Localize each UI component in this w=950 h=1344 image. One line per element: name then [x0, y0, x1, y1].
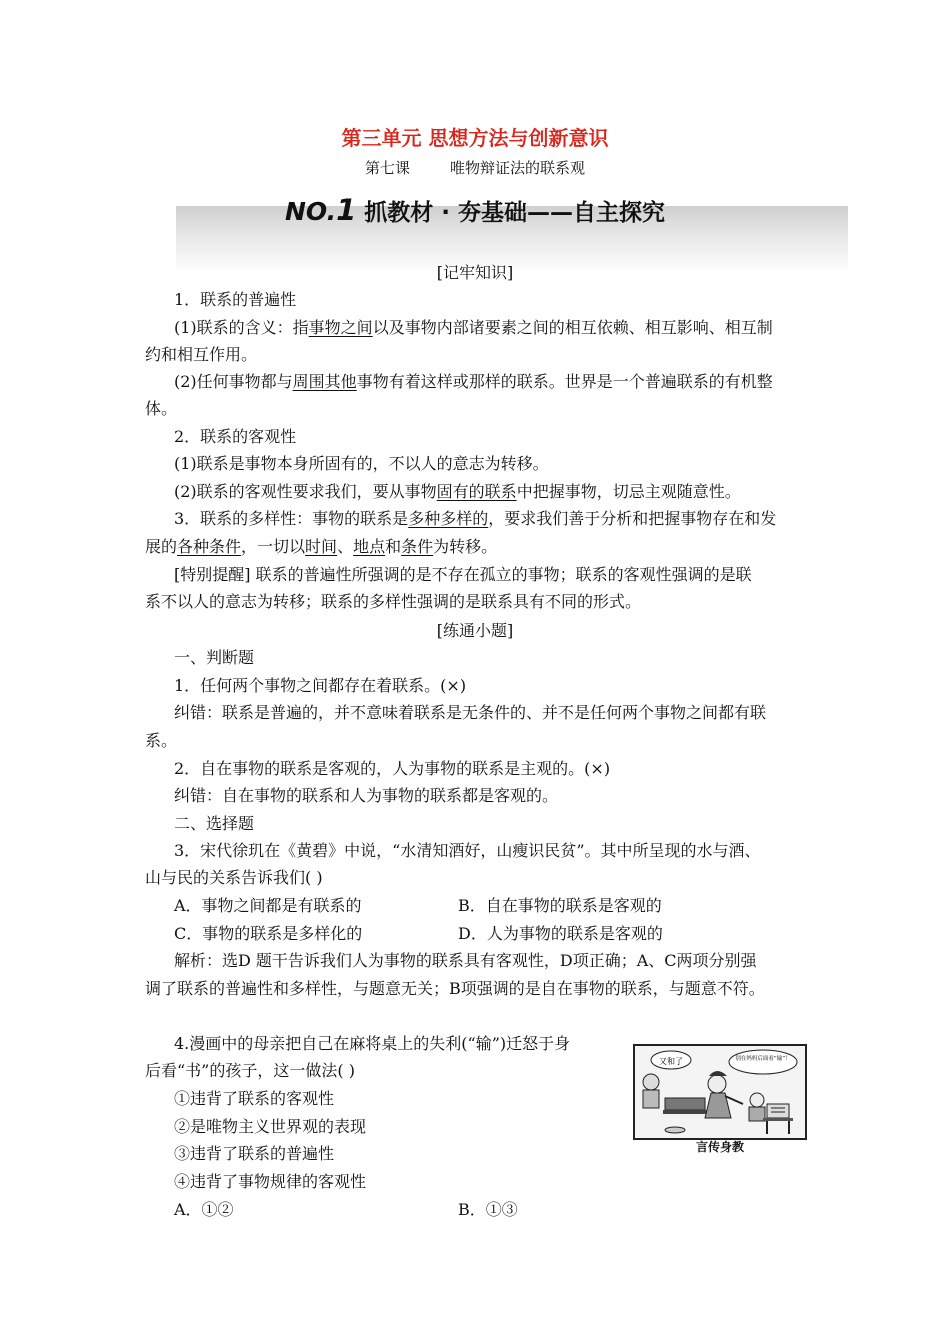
banner-number: 1	[336, 193, 357, 227]
q3-answer-line2: 调了联系的普遍性和多样性，与题意无关；B项强调的是自在事物的联系，与题意不符。	[145, 979, 765, 998]
q3-line1: 3．宋代徐玑在《黄碧》中说，“水清知酒好，山瘦识民贫”。其中所呈现的水与酒、	[174, 841, 761, 860]
q2: 2．自在事物的联系是客观的，人为事物的联系是主观的。(×)	[174, 759, 611, 778]
q4-option-1: ①违背了联系的客观性	[174, 1089, 335, 1108]
bubble-left-text: 又和了	[659, 1057, 683, 1066]
banner-no: NO.	[284, 197, 337, 226]
blank-answer: 条件	[401, 537, 434, 556]
q1-fix-line1: 纠错：联系是普遍的，并不意味着联系是无条件的、并不是任何两个事物之间都有联	[174, 703, 767, 722]
lesson-name: 唯物辩证法的联系观	[450, 159, 586, 177]
q3-line2: 山与民的关系告诉我们( )	[145, 868, 323, 887]
q3-option-d: D．人为事物的联系是客观的	[458, 924, 663, 943]
blank-answer: 地点	[353, 537, 386, 556]
banner-text: 抓教材 · 夯基础——自主探究	[356, 200, 666, 226]
blank-answer: 多种多样的	[408, 509, 489, 528]
s1-p1: (1)联系的含义：指事物之间以及事物内部诸要素之间的相互依赖、相互影响、相互制	[174, 318, 773, 337]
q4-line1: 4.漫画中的母亲把自己在麻将桌上的失利(“输”)迁怒于身	[174, 1034, 571, 1053]
remind-line1: [特别提醒] 联系的普遍性所强调的是不存在孤立的事物；联系的客观性强调的是联	[174, 565, 752, 584]
bubble-right-text: 别在妈妈后面看“输”！	[735, 1056, 791, 1062]
q3-option-b: B．自在事物的联系是客观的	[458, 896, 662, 915]
remind-line2: 系不以人的意志为转移；联系的多样性强调的是联系具有不同的形式。	[145, 592, 642, 611]
q4-line2: 后看“书”的孩子，这一做法( )	[145, 1061, 355, 1080]
part2-title: 二、选择题	[174, 814, 255, 833]
cartoon-image	[633, 1044, 807, 1140]
heading-know: [记牢知识]	[436, 263, 514, 282]
lesson-title	[0, 157, 950, 178]
s2-p1: (1)联系是事物本身所固有的，不以人的意志为转移。	[174, 454, 549, 473]
s1-p1-cont: 约和相互作用。	[145, 345, 258, 364]
q4-option-3: ③违背了联系的普遍性	[174, 1144, 335, 1163]
q4-option-2: ②是唯物主义世界观的表现	[174, 1117, 367, 1136]
cartoon-caption: 言传身教	[695, 1140, 744, 1154]
q3-option-c: C．事物的联系是多样化的	[174, 924, 363, 943]
banner-title	[0, 193, 950, 227]
q4-choice-a: A．①②	[174, 1200, 234, 1219]
q2-fix: 纠错：自在事物的联系和人为事物的联系都是客观的。	[174, 786, 559, 805]
blank-answer: 时间	[305, 537, 338, 556]
cartoon-drawing	[635, 1046, 805, 1138]
part1-title: 一、判断题	[174, 648, 255, 667]
s1-p2-cont: 体。	[145, 399, 178, 418]
q4-choice-b: B．①③	[458, 1200, 518, 1219]
q1-fix-line2: 系。	[145, 731, 178, 750]
unit-title: 第三单元 思想方法与创新意识	[341, 126, 609, 150]
s3-line1: 3．联系的多样性：事物的联系是多种多样的，要求我们善于分析和把握事物存在和发	[174, 509, 777, 528]
s2-p2: (2)联系的客观性要求我们，要从事物固有的联系中把握事物，切忌主观随意性。	[174, 482, 741, 501]
q1: 1．任何两个事物之间都存在着联系。(×)	[174, 676, 467, 695]
s1-title: 1．联系的普遍性	[174, 290, 297, 309]
q4-option-4: ④违背了事物规律的客观性	[174, 1172, 367, 1191]
s3-line2: 展的各种条件，一切以时间、地点和条件为转移。	[145, 537, 498, 556]
s2-title: 2．联系的客观性	[174, 427, 297, 446]
q3-option-a: A．事物之间都是有联系的	[174, 896, 362, 915]
lesson-number: 第七课	[364, 159, 410, 177]
blank-answer: 事物之间	[308, 318, 373, 337]
blank-answer: 固有的联系	[436, 482, 517, 501]
s1-p2: (2)任何事物都与周围其他事物有着这样或那样的联系。世界是一个普遍联系的有机整	[174, 372, 773, 391]
q3-answer-line1: 解析：选D 题干告诉我们人为事物的联系具有客观性，D项正确；A、C两项分别强	[174, 951, 757, 970]
heading-practice: [练通小题]	[436, 621, 514, 640]
blank-answer: 各种条件	[177, 537, 242, 556]
blank-answer: 周围其他	[292, 372, 357, 391]
